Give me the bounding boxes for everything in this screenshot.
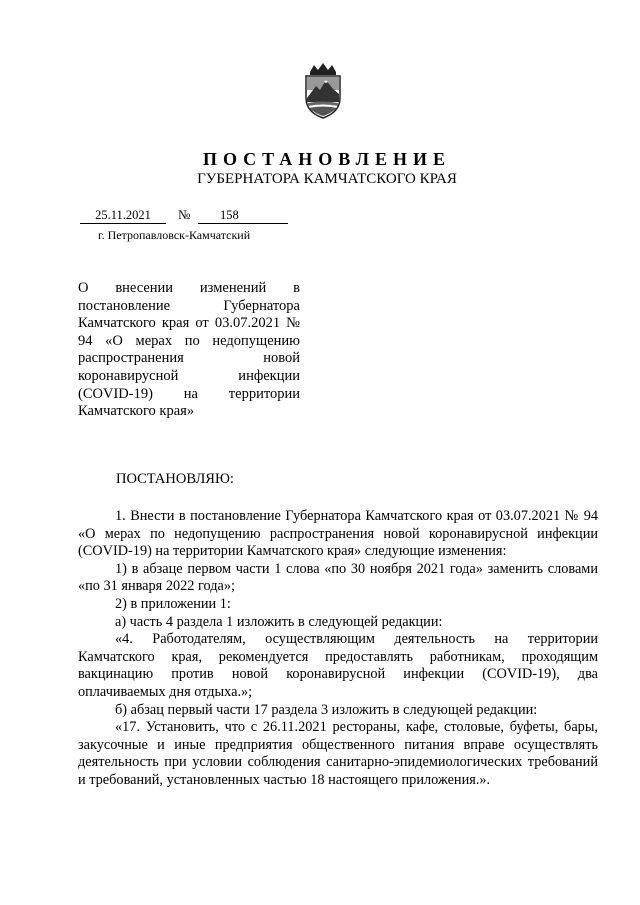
body-paragraph: 1. Внести в постановление Губернатора Камчатского края от 03.07.2021 № 94 «О мерах по недопущению распространения новой коронавирусной инфекции (COVID-19) на территории Камчатского края» следующие изменения:	[78, 508, 598, 560]
issuer-title: ГУБЕРНАТОРА КАМЧАТСКОГО КРАЯ	[197, 171, 457, 187]
body-paragraph: 2) в приложении 1:	[115, 595, 231, 612]
decree-word: ПОСТАНОВЛЯЮ:	[116, 471, 234, 487]
body-paragraph: 1) в абзаце первом части 1 слова «по 30 ноября 2021 года» заменить словами «по 31 января 2022 года»;	[78, 560, 598, 595]
document-type-title: ПОСТАНОВЛЕНИЕ	[202, 149, 452, 169]
issue-city: г. Петропавловск-Камчатский	[98, 228, 251, 242]
document-body	[78, 508, 598, 790]
document-subject: О внесении изменений в постановление Губернатора Камчатского края от 03.07.2021 № 94 «О мерах по недопущению распространения новой коронавирусной инфекции (COVID-19) на территории Камчатского края»	[78, 280, 300, 420]
number-sign: №	[178, 207, 191, 222]
body-paragraph: а) часть 4 раздела 1 изложить в следующей редакции:	[115, 613, 443, 630]
body-paragraph: «4. Работодателям, осуществляющим деятельность на территории Камчатского края, рекомендуется предоставлять работникам, проходящим вакцинацию против новой коронавирусной инфекции (COVID-19), два оплачиваемых дня отдыха.»;	[78, 631, 598, 700]
document-number: 158	[198, 207, 288, 224]
document-date: 25.11.2021	[80, 207, 166, 224]
body-paragraph: б) абзац первый части 17 раздела 3 изложить в следующей редакции:	[115, 701, 538, 718]
kamchatka-coat-of-arms-icon	[300, 62, 346, 120]
body-paragraph: «17. Установить, что с 26.11.2021 рестораны, кафе, столовые, буфеты, бары, закусочные и иные предприятия общественного питания вправе осуществлять деятельность при условии соблюдения санитарно-эпидемиологических требований и требований, установленных частью 18 настоящего приложения.».	[78, 719, 598, 788]
